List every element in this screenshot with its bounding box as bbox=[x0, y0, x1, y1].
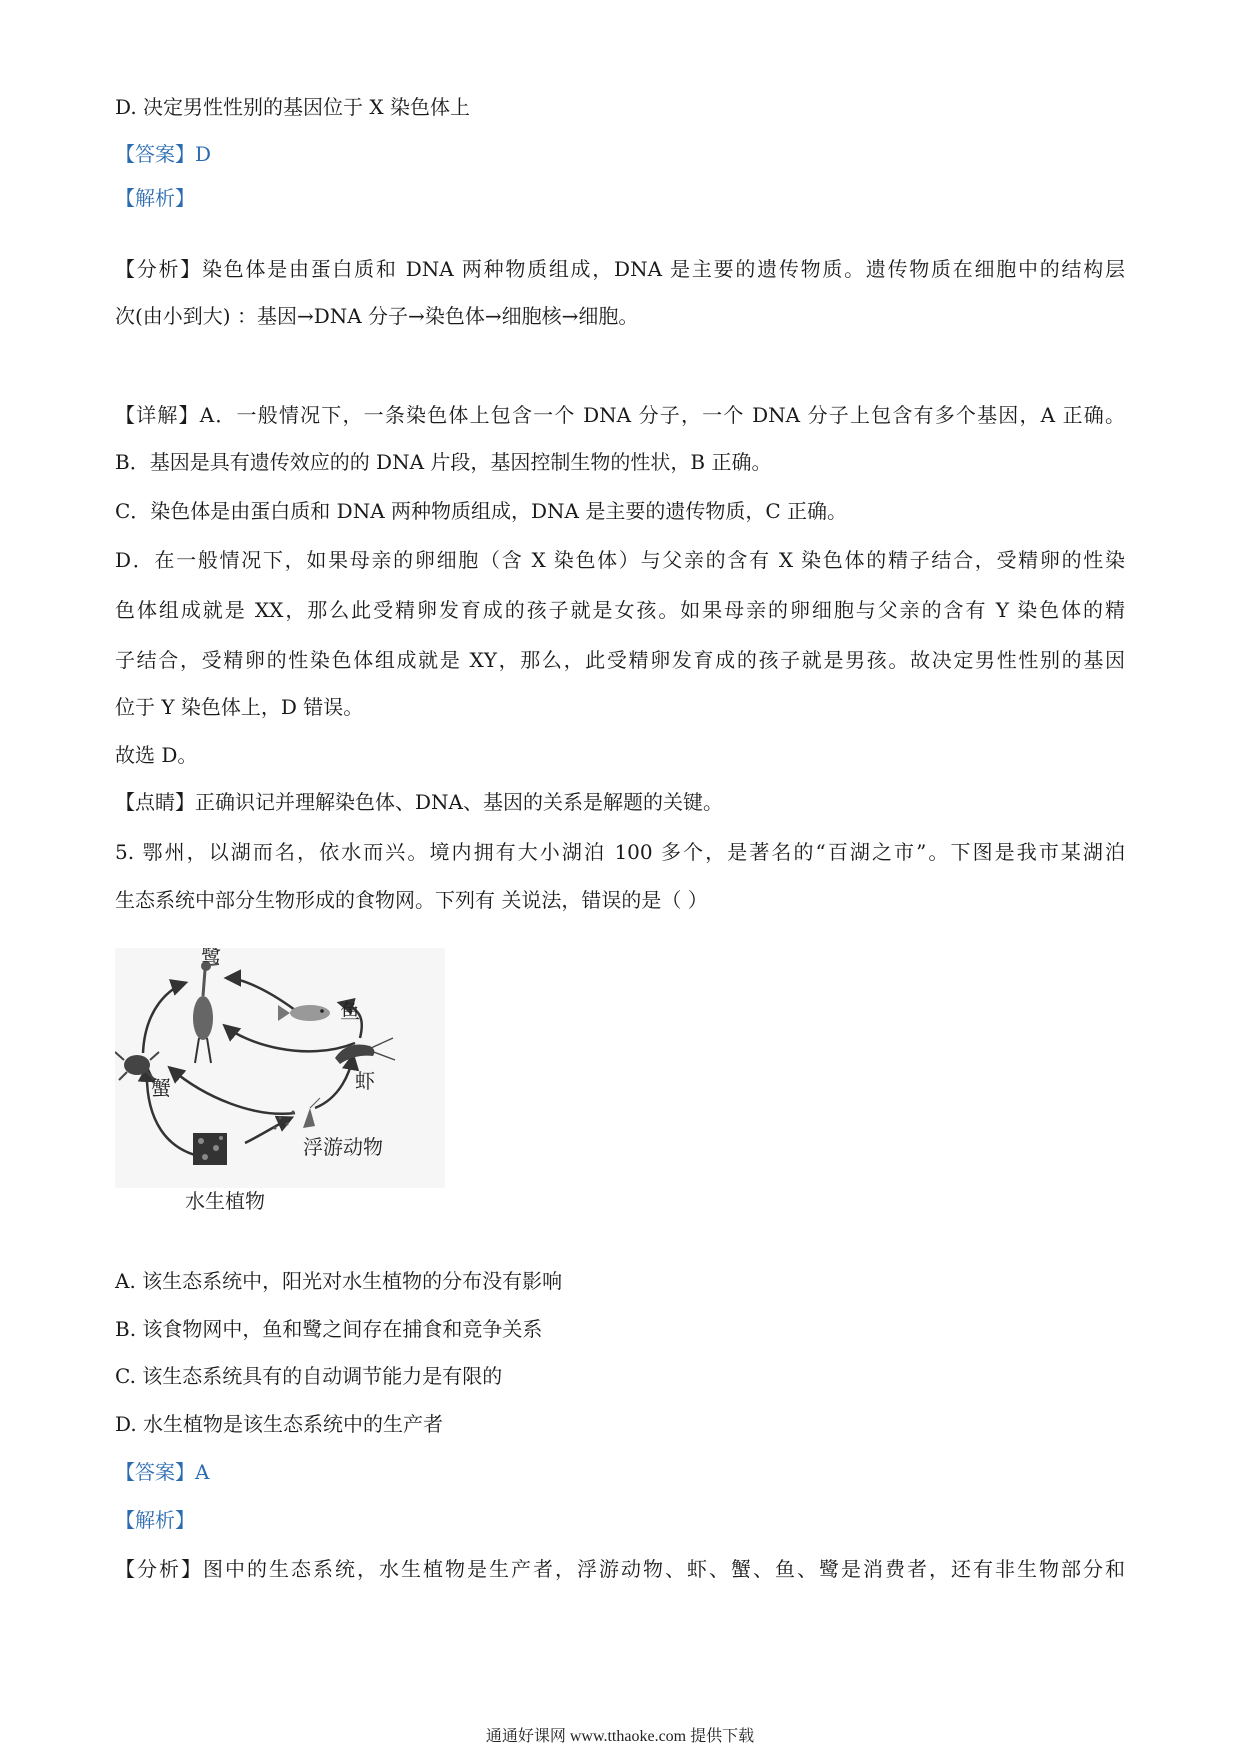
detail-text-a: 【详解】A．一般情况下，一条染色体上包含一个 DNA 分子，一个 DNA 分子上包含有多个基因，A 正确。 bbox=[115, 403, 1125, 427]
analysis-label-2: 【解析】 bbox=[115, 1508, 195, 1532]
option-d: D. 水生植物是该生态系统中的生产者 bbox=[115, 1412, 444, 1436]
answer-label-1: 【答案】D bbox=[115, 142, 212, 166]
question-5-line-1: 5. 鄂州，以湖而名，依水而兴。境内拥有大小湖泊 100 多个，是著名的“百湖之市”。下图是我市某湖泊 bbox=[115, 840, 1125, 864]
zooplankton-label: 浮游动物 bbox=[303, 1135, 383, 1159]
aquatic-plants-icon bbox=[193, 1133, 227, 1165]
detail-text-d1: D．在一般情况下，如果母亲的卵细胞（含 X 染色体）与父亲的含有 X 染色体的精子结合，受精卵的性染 bbox=[115, 548, 1125, 572]
crab-label: 蟹 bbox=[151, 1076, 171, 1100]
option-c: C. 该生态系统具有的自动调节能力是有限的 bbox=[115, 1364, 503, 1388]
analysis-label-1: 【解析】 bbox=[115, 186, 195, 210]
detail-text-b: B．基因是具有遗传效应的的 DNA 片段，基因控制生物的性状，B 正确。 bbox=[115, 450, 772, 474]
fish-label: 鱼 bbox=[340, 999, 360, 1023]
analysis-text-3: 【分析】图中的生态系统，水生植物是生产者，浮游动物、虾、蟹、鱼、鹭是消费者，还有非生物部分和 bbox=[115, 1557, 1125, 1581]
heron-label: 鹭 bbox=[201, 948, 221, 967]
aquatic-plants-label: 水生植物 bbox=[185, 1189, 265, 1213]
detail-text-c: C．染色体是由蛋白质和 DNA 两种物质组成，DNA 是主要的遗传物质，C 正确。 bbox=[115, 499, 847, 523]
analysis-text-1: 【分析】染色体是由蛋白质和 DNA 两种物质组成，DNA 是主要的遗传物质。遗传物质在细胞中的结构层 bbox=[115, 257, 1125, 281]
line-option-d-prev: D. 决定男性性别的基因位于 X 染色体上 bbox=[115, 95, 470, 119]
analysis-text-2: 次(由小到大) ：基因→DNA 分子→染色体→细胞核→细胞。 bbox=[115, 304, 639, 328]
option-b: B. 该食物网中，鱼和鹭之间存在捕食和竞争关系 bbox=[115, 1317, 543, 1341]
answer-label-2: 【答案】A bbox=[115, 1460, 210, 1484]
food-web-diagram bbox=[115, 948, 445, 1218]
page-footer: 通通好课网 www.tthaoke.com 提供下载 bbox=[485, 1728, 755, 1745]
food-web-figure bbox=[115, 948, 445, 1218]
detail-text-d2: 色体组成就是 XX，那么此受精卵发育成的孩子就是女孩。如果母亲的卵细胞与父亲的含有 Y 染色体的精 bbox=[115, 598, 1125, 622]
key-point-text: 【点睛】正确识记并理解染色体、DNA、基因的关系是解题的关键。 bbox=[115, 790, 723, 814]
detail-text-d4: 位于 Y 染色体上，D 错误。 bbox=[115, 695, 364, 719]
question-5-line-2: 生态系统中部分生物形成的食物网。下列有 关说法，错误的是（ ） bbox=[115, 888, 708, 912]
conclusion-text: 故选 D。 bbox=[115, 743, 198, 767]
detail-text-d3: 子结合，受精卵的性染色体组成就是 XY，那么，此受精卵发育成的孩子就是男孩。故决定男性性别的基因 bbox=[115, 648, 1125, 672]
option-a: A. 该生态系统中，阳光对水生植物的分布没有影响 bbox=[115, 1269, 563, 1293]
shrimp-label: 虾 bbox=[355, 1069, 375, 1093]
